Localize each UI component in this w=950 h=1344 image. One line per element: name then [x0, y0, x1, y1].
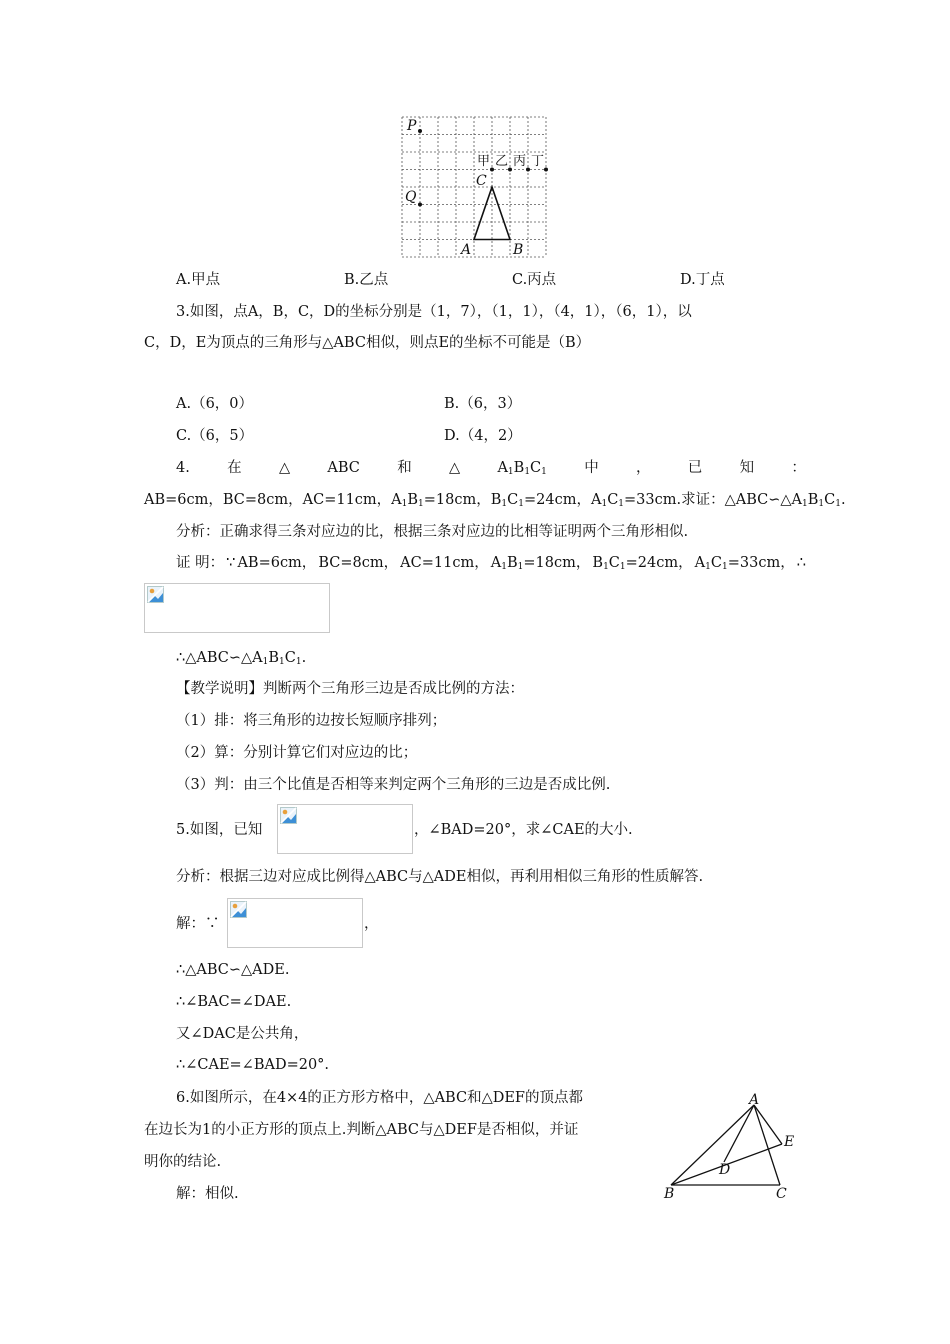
q2-option-a: A.甲点	[176, 272, 221, 288]
q4-question-line1	[176, 458, 806, 478]
q5-question-pre: 5.如图，已知	[176, 822, 263, 838]
q3-option-d: D.（4，2）	[444, 428, 522, 444]
label-b: B	[664, 1186, 675, 1202]
q4-yi: 已	[687, 460, 703, 476]
broken-image-icon	[280, 807, 297, 824]
q4-b1c1: $B_1C_1=24cm$，	[592, 555, 693, 572]
teaching-step-3: （3）判：由三个比值是否相等来判定两个三角形的三边是否成比例.	[176, 777, 611, 793]
q4-zhi: 知	[739, 460, 755, 476]
q5-step-2: ∴∠BAC=∠DAE.	[176, 994, 292, 1010]
q4-num: 4.	[176, 460, 190, 476]
label-ding: 丁	[531, 154, 545, 169]
q5-step-1: ∴△ABC∽△ADE.	[176, 962, 290, 978]
broken-image-q5	[277, 804, 413, 854]
label-b: B	[513, 242, 524, 258]
broken-image-q4	[144, 583, 330, 633]
q4-tri2: △	[448, 460, 461, 476]
q3-option-b: B.（6，3）	[444, 396, 522, 412]
label-yi: 乙	[495, 154, 509, 169]
q4-question-line2: AB=6cm，BC=8cm，AC=11cm，$A_1B_1=18cm$，$B_1C_1=24cm$，$A_1C_1=33cm$.求证：$\triangle ABC∽\triangle A_1B_1C_1$.	[144, 492, 846, 509]
q4-because: ∵	[226, 555, 236, 571]
q3-line2: C，D，E为顶点的三角形与△ABC相似，则点E的坐标不可能是（B）	[144, 335, 591, 351]
q4-proof-line	[176, 553, 806, 573]
q4-ab: AB=6cm，	[237, 555, 317, 571]
triangle-figure	[660, 1090, 800, 1202]
q5-step-3: 又∠DAC是公共角，	[176, 1026, 309, 1042]
q4-ac: AC=11cm，	[400, 555, 489, 571]
q4-colon: ：	[791, 460, 806, 476]
label-a: A	[461, 242, 472, 258]
q4-therefore: ∴	[796, 555, 806, 571]
broken-image-q5-solution	[227, 898, 363, 948]
q4-zai: 在	[227, 460, 242, 476]
label-jia: 甲	[477, 154, 491, 169]
q4-abc: ABC	[327, 460, 360, 476]
q5-solution-pre: 解：∵	[176, 916, 220, 932]
teaching-step-1: （1）排：将三角形的边按长短顺序排列；	[176, 713, 447, 729]
q5-analysis: 分析：根据三边对应成比例得△ABC与△ADE相似，再利用相似三角形的性质解答.	[176, 869, 704, 885]
q4-conclusion: $\therefore\triangle ABC∽\triangle A_1B_1C_1$.	[176, 650, 307, 667]
q6-line1: 6.如图所示，在4×4的正方形方格中，△ABC和△DEF的顶点都	[176, 1090, 583, 1106]
q6-line2: 在边长为1的小正方形的顶点上.判断△ABC与△DEF是否相似，并证	[144, 1122, 579, 1138]
q4-comma: ，	[635, 460, 651, 476]
q5-step-4: ∴∠CAE=∠BAD=20°.	[176, 1057, 330, 1073]
q4-he: 和	[397, 460, 412, 476]
broken-image-icon	[147, 586, 164, 603]
grid-figure	[396, 112, 551, 260]
teaching-title: 【教学说明】判断两个三角形三边是否成比例的方法：	[176, 681, 524, 697]
q4-a1b1: $A_1B_1=18cm$，	[490, 555, 591, 572]
q4-tri1: △	[278, 460, 291, 476]
label-a: A	[749, 1092, 760, 1108]
q4-zhong: 中	[584, 460, 599, 476]
label-c: C	[776, 1186, 787, 1202]
q6-line3: 明你的结论.	[144, 1154, 222, 1170]
label-q: Q	[405, 189, 417, 205]
q2-option-c: C.丙点	[512, 272, 557, 288]
q3-option-a: A.（6，0）	[176, 396, 254, 412]
q3-option-c: C.（6，5）	[176, 428, 254, 444]
label-bing: 丙	[513, 154, 527, 169]
q4-a1b1c1: $A_1B_1C_1$	[497, 460, 547, 477]
q3-line1: 3.如图，点A，B，C，D的坐标分别是（1，7），（1，1），（4，1），（6，1），以	[176, 304, 692, 320]
q2-option-d: D.丁点	[680, 272, 725, 288]
q4-analysis: 分析：正确求得三条对应边的比，根据三条对应边的比相等证明两个三角形相似.	[176, 524, 689, 540]
label-d: D	[719, 1162, 731, 1178]
q5-question-post: ，∠BAD=20°，求∠CAE的大小.	[414, 822, 633, 838]
q5-solution-post: ，	[364, 916, 379, 932]
label-c: C	[476, 173, 487, 189]
q4-a1c1: $A_1C_1=33cm$，	[694, 555, 795, 572]
q6-solution: 解：相似.	[176, 1186, 239, 1202]
q4-proof-label: 证 明：	[176, 555, 225, 571]
q2-option-b: B.乙点	[344, 272, 389, 288]
label-e: E	[784, 1134, 795, 1150]
label-p: P	[407, 118, 417, 134]
q4-bc: BC=8cm，	[318, 555, 399, 571]
teaching-step-2: （2）算：分别计算它们对应边的比；	[176, 745, 418, 761]
broken-image-icon	[230, 901, 247, 918]
